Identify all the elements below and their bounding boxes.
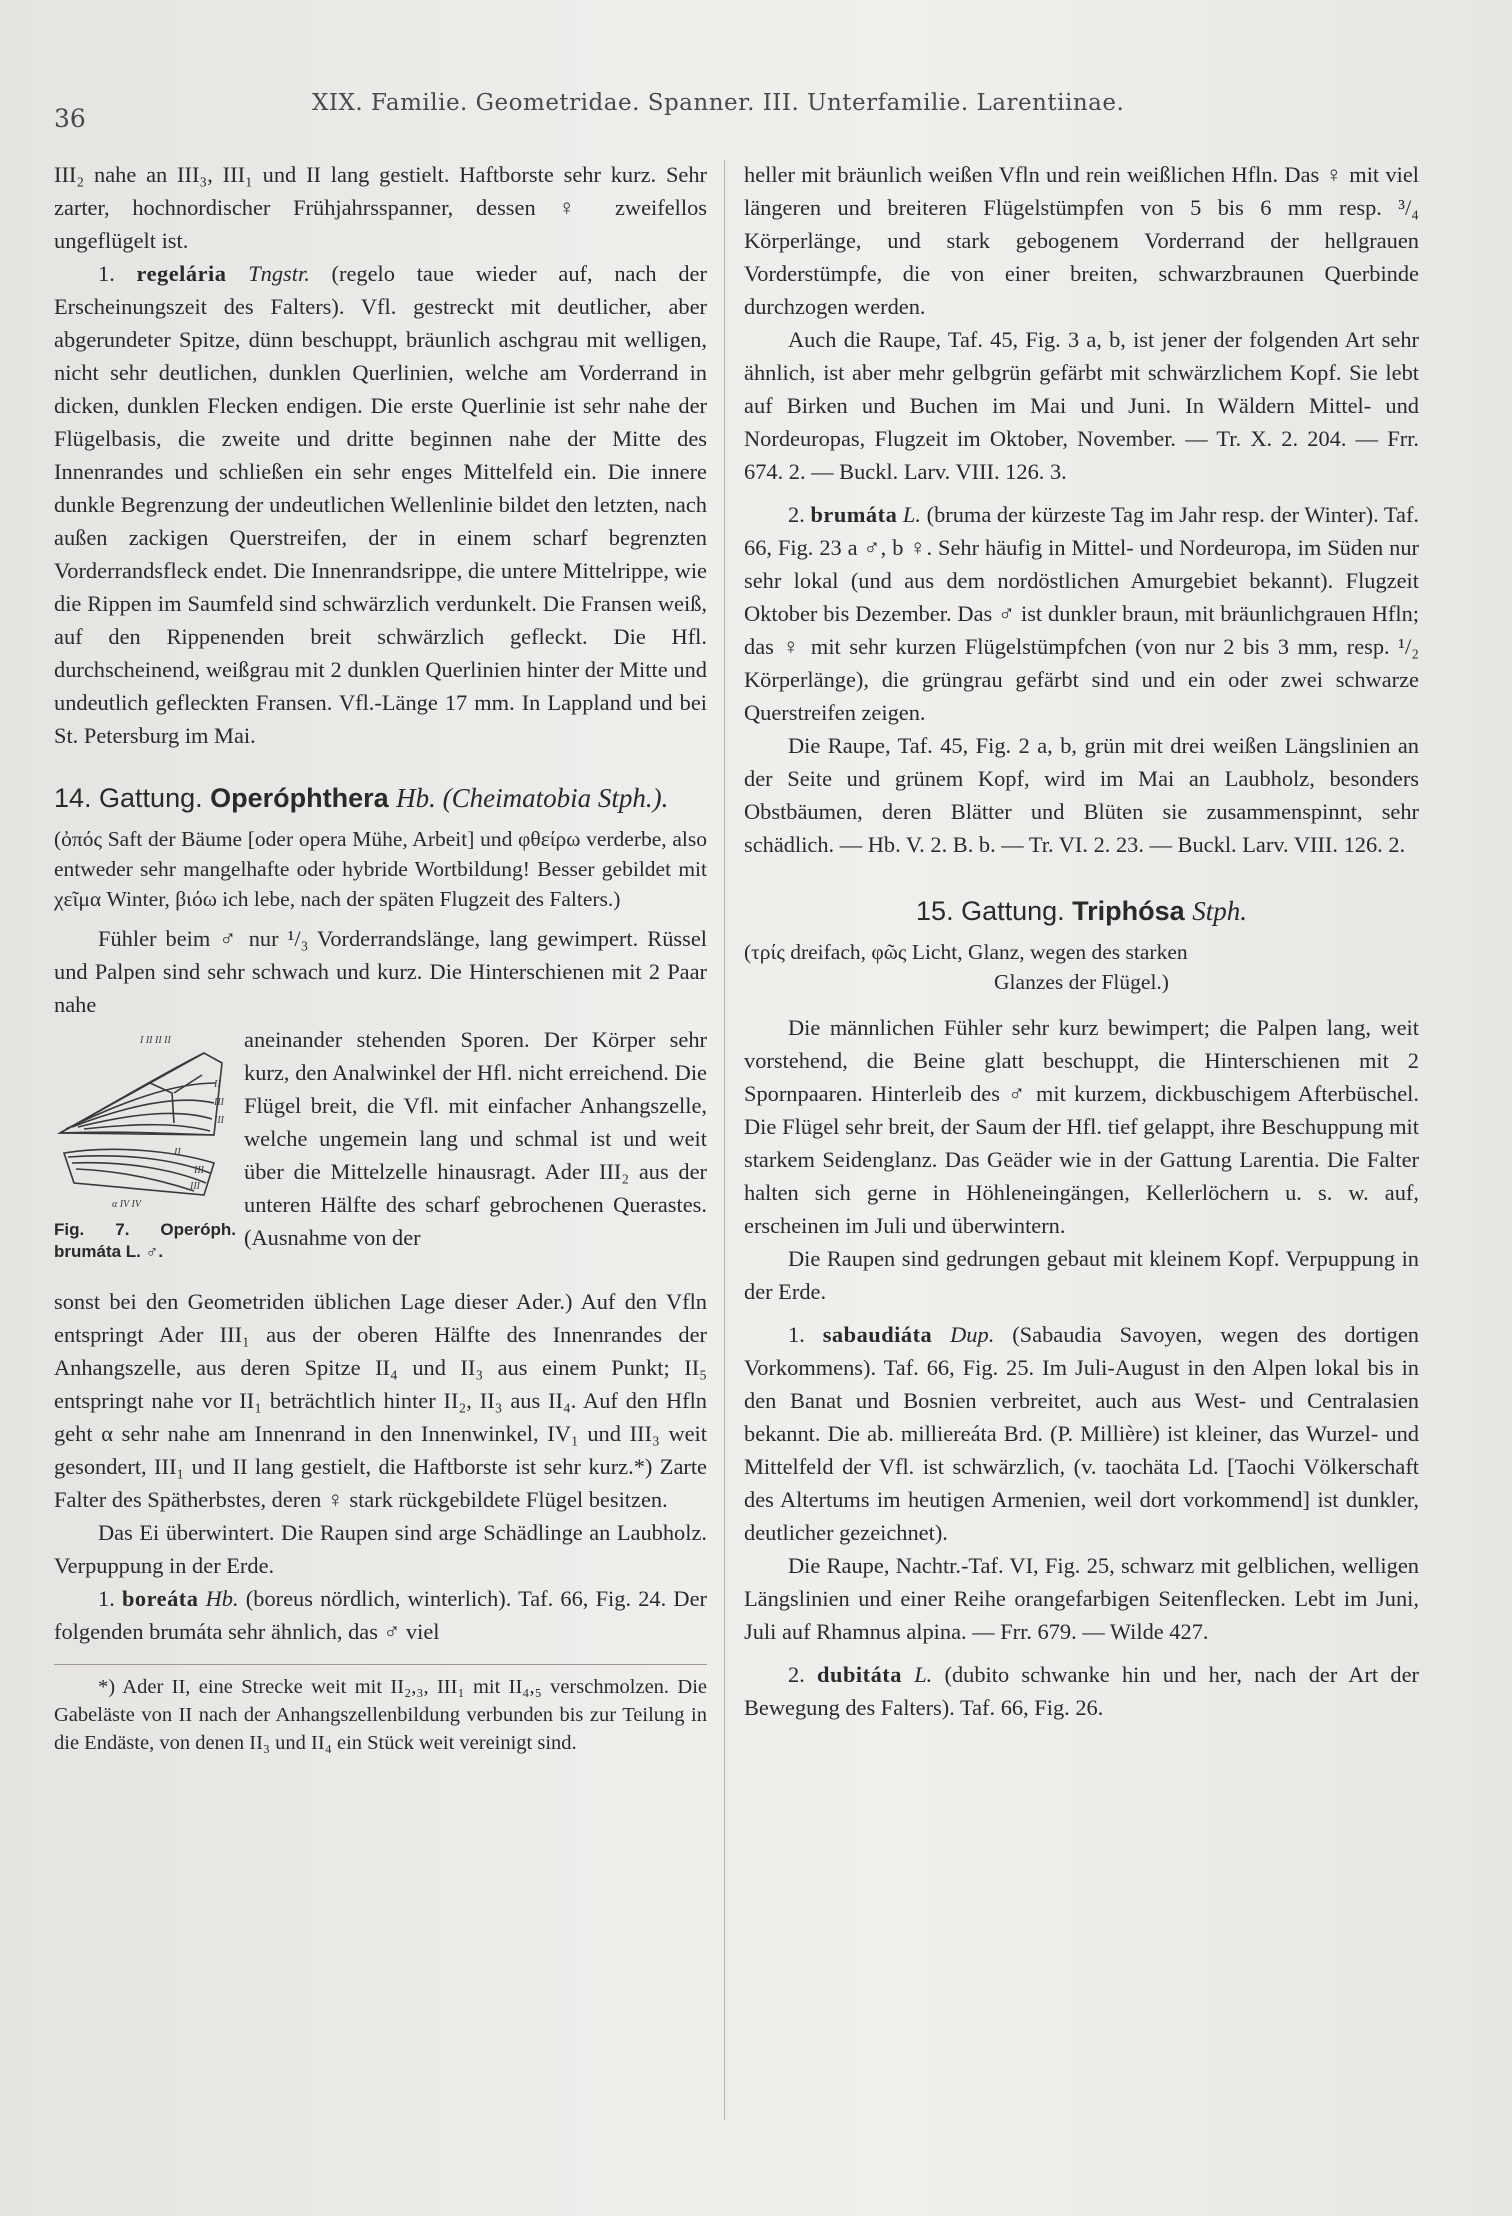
genus-author: Stph. xyxy=(1192,896,1247,926)
species-entry-sabaudiata xyxy=(744,1318,1419,1549)
running-title: XIX. Familie. Geometridae. Spanner. III. Unterfamilie. Larentiinae. xyxy=(312,90,1125,116)
paragraph: Die Raupe, Nachtr.-Taf. VI, Fig. 25, schwarz mit gelblichen, welligen Längslinien und einer Reihe orangefarbigen Seitenflecken. Lebt im Juni, Juli auf Rhamnus alpina. — Frr. 679. — Wilde 427. xyxy=(744,1553,1419,1644)
svg-text:II: II xyxy=(214,1079,221,1090)
species-name: boreáta xyxy=(121,1586,199,1611)
species-name: dubitáta xyxy=(817,1662,902,1687)
left-column xyxy=(54,158,707,1757)
species-name: brumáta xyxy=(810,502,898,527)
etymology: (ὀπός Saft der Bäume [oder opera Mühe, Arbeit] und φθείρω verderbe, also entweder sehr mangelhafte oder hybride Wortbildung! Besser gebildet mit χεῖμα Winter, βιόω ich lebe, nach der späten Flugzeit des Falters.) xyxy=(54,827,707,911)
paragraph: Die Raupe, Taf. 45, Fig. 2 a, b, grün mit drei weißen Längslinien an der Seite und grünem Kopf, wird im Mai an Laubholz, besonders Obstbäumen, deren Blätter und Blüten sie zusammenspinnt, sehr schädlich. — Hb. V. 2. B. b. — Tr. VI. 2. 23. — Buckl. Larv. VIII. 126. 2. xyxy=(744,733,1419,857)
species-description: (Sabaudia Savoyen, wegen des dortigen Vorkommens). Taf. 66, Fig. 25. Im Juli-August in den Alpen lokal bis in den Banat und Bosnien verbreitet, auch aus West- und Centralasien bekannt. Die ab. milliereáta Brd. (P. Millière) ist kleiner, das Wurzel- und Mittelfeld der Vfl. ist schwärzlich, (v. taochäta Ld. [Taochi Völkerschaft des Altertums im heutigen Armenien, weil dort vorkommend] ist dunkler, deutlicher gezeichnet). xyxy=(744,1322,1419,1545)
species-author: L. xyxy=(902,502,921,527)
right-column xyxy=(744,158,1419,1724)
genus-name: Triphósa xyxy=(1072,896,1185,926)
genus-heading-triphosa xyxy=(744,891,1419,931)
species-number: 1. xyxy=(788,1322,805,1347)
species-description: (bruma der kürzeste Tag im Jahr resp. der Winter). Taf. 66, Fig. 23 a ♂, b ♀. Sehr häufig in Mittel- und Nordeuropa, im Süden nur sehr lokal (und aus dem nordöstlichen Amurgebiet bekannt). Flugzeit Oktober bis Dezember. Das ♂ ist dunkler braun, mit bräunlichgrauen Hfln; das ♀ mit sehr kurzen Flügelstümpfchen (von nur 2 bis 3 mm, resp. ¹/₂ Körperlänge), die grüngrau gefärbt sind und ein oder zwei schwarze Querstreifen zeigen. xyxy=(744,502,1419,725)
figure-block xyxy=(54,1023,707,1285)
species-author: L. xyxy=(914,1662,933,1687)
paragraph: Auch die Raupe, Taf. 45, Fig. 3 a, b, ist jener der folgenden Art sehr ähnlich, ist aber mehr gelbgrün gefärbt mit schwärzlichem Kopf. Sie lebt auf Birken und Buchen im Mai und Juni. In Wäldern Mittel- und Nordeuropas, Flugzeit im Oktober, November. — Tr. X. 2. 204. — Frr. 674. 2. — Buckl. Larv. VIII. 126. 3. xyxy=(744,327,1419,484)
genus-number: 15. Gattung. xyxy=(916,896,1065,926)
column-divider xyxy=(724,160,725,2120)
page-number: 36 xyxy=(54,104,86,133)
genus-heading-operophthera xyxy=(54,778,707,818)
species-entry-boreata xyxy=(54,1582,707,1648)
paragraph: Die männlichen Fühler sehr kurz bewimpert; die Palpen lang, weit vorstehend, die Beine glatt beschuppt, die Hinterschienen mit 2 Spornpaaren. Hinterleib des ♂ mit kurzem, dickbuschigem Afterbüschel. Die Flügel sehr breit, der Saum der Hfl. tief gelappt, ihre Beschuppung mit starkem Seidenglanz. Das Geäder wie in der Gattung Larentia. Die Falter halten sich gerne in Höhleneingängen, Kellerlöchern u. s. w. auf, erscheinen im Juli und überwintern. xyxy=(744,1015,1419,1238)
paragraph: Fühler beim ♂ nur ¹/₃ Vorderrandslänge, lang gewimpert. Rüssel und Palpen sind sehr schwach und kurz. Die Hinterschienen mit 2 Paar nahe xyxy=(54,926,707,1017)
species-author: Dup. xyxy=(950,1322,995,1347)
wing-venation-figure xyxy=(54,1023,236,1285)
paragraph: Die Raupen sind gedrungen gebaut mit kleinem Kopf. Verpuppung in der Erde. xyxy=(744,1246,1419,1304)
species-entry-dubitata xyxy=(744,1658,1419,1724)
figure-caption: Fig. 7. Operóph. brumáta L. ♂. xyxy=(54,1220,236,1261)
species-description: (dubito schwanke hin und her, nach der Art der Bewegung des Falters). Taf. 66, Fig. 26. xyxy=(744,1662,1419,1720)
species-description: (regelo taue wieder auf, nach der Erscheinungszeit des Falters). Vfl. gestreckt mit deutlicher, aber abgerundeter Spitze, dünn beschuppt, bräunlich aschgrau mit welligen, nicht sehr deutlichen, dunklen Querlinien, welche am Vorderrand in dicken, dunklen Flecken endigen. Die erste Querlinie ist sehr nahe der Flügelbasis, die zweite und dritte beginnen nahe der Mitte des Innenrandes und schließen ein sehr enges Mittelfeld ein. Die innere dunkle Begrenzung der undeutlichen Wellenlinie bildet den letzten, nach außen zackigen Querstreifen, der in einem scharf begrenzten Vorderrandsfleck endet. Die Innenrandsrippe, die untere Mittelrippe, wie die Rippen im Saumfeld sind schwärzlich verdunkelt. Die Fransen weiß, auf den Rippenenden breit schwärzlich gefleckt. Die Hfl. durchscheinend, weißgrau mit 2 dunklen Querlinien hinter der Mitte und undeutlich gefleckten Fransen. Vfl.-Länge 17 mm. In Lappland und bei St. Petersburg im Mai. xyxy=(54,261,707,748)
species-name: regelária xyxy=(136,261,227,286)
footnote: *) Ader II, eine Strecke weit mit II₂,₃, III₁ mit II₄,₅ verschmolzen. Die Gabeläste von II nach der Anhangszellenbildung verbunden bis zur Teilung in die Endäste, von denen II₃ und II₄ ein Stück weit vereinigt sind. xyxy=(54,1664,707,1757)
genus-number: 14. Gattung. xyxy=(54,783,203,813)
species-number: 1. xyxy=(98,261,115,286)
paragraph: sonst bei den Geometriden üblichen Lage dieser Ader.) Auf den Vfln entspringt Ader III₁ aus der oberen Hälfte des Innenrandes der Anhangszelle, aus deren Spitze II₄ und II₃ aus einem Punkt; II₅ entspringt nahe vor II₁ beträchtlich hinter II₂, II₃ aus II₄. Auf den Hfln geht α sehr nahe am Innenrand in den Innenwinkel, IV₁ und III₃ weit gesondert, III₁ und II lang gestielt, die Haftborste ist sehr kurz.*) Zarte Falter des Spätherbstes, deren ♀ stark rückgebildete Flügel besitzen. xyxy=(54,1289,707,1512)
svg-text:II: II xyxy=(174,1147,181,1158)
etymology: (τρίς dreifach, φῶς Licht, Glanz, wegen des starken xyxy=(744,940,1188,964)
species-number: 2. xyxy=(788,502,805,527)
species-author: Tngstr. xyxy=(248,261,310,286)
genus-name: Operóphthera xyxy=(210,783,389,813)
etymology-continued: Glanzes der Flügel.) xyxy=(994,970,1169,994)
species-name: sabaudiáta xyxy=(822,1322,933,1347)
species-entry-regelaria xyxy=(54,257,707,752)
paragraph-beside-figure: aneinander stehenden Sporen. Der Körper sehr kurz, den Analwinkel der Hfl. nicht erreichend. Die Flügel breit, die Vfl. mit einfacher Anhangszelle, welche ungemein lang und schmal ist und weit über die Mittelzelle hinausragt. Ader III₂ aus der unteren Hälfte des scharf gebrochenen Querastes. (Ausnahme von der xyxy=(244,1027,707,1250)
species-description: (boreus nördlich, winterlich). Taf. 66, Fig. 24. Der folgenden brumáta sehr ähnlich, das ♂ viel xyxy=(54,1586,707,1644)
species-author: Hb. xyxy=(205,1586,239,1611)
genus-author: Hb. (Cheimatobia Stph.). xyxy=(396,783,669,813)
species-number: 1. xyxy=(98,1586,115,1611)
svg-text:III: III xyxy=(194,1165,204,1176)
paragraph: III₂ nahe an III₃, III₁ und II lang gestielt. Haftborste sehr kurz. Sehr zarter, hochnordischer Frühjahrsspanner, dessen ♀ zweifellos ungeflügelt ist. xyxy=(54,162,707,253)
species-number: 2. xyxy=(788,1662,805,1687)
svg-text:III: III xyxy=(214,1115,224,1126)
svg-text:III: III xyxy=(214,1097,224,1108)
svg-text:III: III xyxy=(190,1181,200,1192)
page-header xyxy=(50,86,1468,133)
svg-text:I II II II: I II II II xyxy=(140,1035,171,1046)
svg-text:α IV IV: α IV IV xyxy=(112,1199,141,1210)
paragraph: Das Ei überwintert. Die Raupen sind arge Schädlinge an Laubholz. Verpuppung in der Erde. xyxy=(54,1520,707,1578)
wing-venation-diagram xyxy=(54,1023,236,1213)
paragraph: heller mit bräunlich weißen Vfln und rein weißlichen Hfln. Das ♀ mit viel längeren und breiteren Flügelstümpfen von 5 bis 6 mm resp. ³/₄ Körperlänge, und stark gebogenem Vorderrand der hellgrauen Vorderstümpfe, die von einer breiten, schwarzbraunen Querbinde durchzogen werden. xyxy=(744,162,1419,319)
species-entry-brumata xyxy=(744,498,1419,729)
